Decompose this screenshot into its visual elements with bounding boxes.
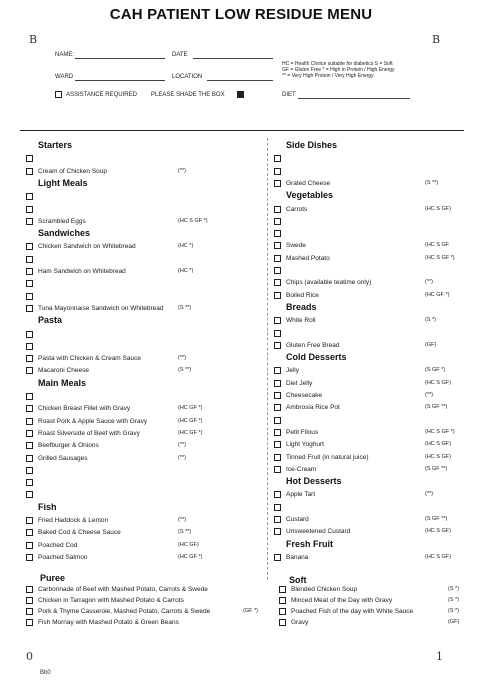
menu-item-label: Boiled Rice	[286, 291, 319, 299]
menu-checkbox[interactable]	[274, 230, 281, 237]
menu-item-swede	[274, 241, 450, 250]
menu-checkbox[interactable]	[26, 491, 33, 498]
shaded-box-example	[237, 91, 244, 98]
ward-label: WARD	[55, 74, 74, 80]
blank-option-row	[274, 329, 286, 338]
puree-item-carbonnade-of-beef-with-mashed-potato-carrots-swede	[26, 585, 208, 594]
name-field[interactable]	[75, 58, 165, 59]
section-heading-starters: Starters	[38, 140, 73, 150]
menu-checkbox[interactable]	[26, 331, 33, 338]
menu-checkbox[interactable]	[274, 206, 281, 213]
menu-checkbox[interactable]	[274, 417, 281, 424]
menu-item-custard	[274, 515, 448, 524]
menu-item-label: Cream of Chicken Soup	[38, 167, 108, 175]
menu-item-poached-cod	[26, 541, 199, 550]
page-number-right: 1	[436, 650, 443, 663]
menu-checkbox[interactable]	[26, 597, 33, 604]
menu-item-label: Unsweetened Custard	[286, 528, 351, 536]
menu-item-diet-jelly	[274, 379, 451, 388]
menu-item-light-yoghurt	[274, 440, 451, 449]
menu-item-label: Tuna Mayonnaise Sandwich on Whitebread	[38, 304, 164, 312]
menu-checkbox[interactable]	[274, 554, 281, 561]
menu-checkbox[interactable]	[274, 466, 281, 473]
dietary-code: (HC *)	[178, 268, 194, 274]
menu-item-label: Light Yoghurt	[286, 441, 324, 449]
menu-checkbox[interactable]	[26, 193, 33, 200]
assistance-checkbox[interactable]	[55, 91, 62, 98]
menu-checkbox[interactable]	[26, 168, 33, 175]
assistance-label: ASSISTANCE REQUIRED	[66, 92, 137, 98]
menu-checkbox[interactable]	[274, 279, 281, 286]
menu-checkbox[interactable]	[279, 608, 286, 615]
menu-item-label: Baked Cod & Cheese Sauce	[38, 529, 121, 537]
blank-option-row	[26, 255, 38, 264]
menu-item-chicken-breast-fillet-with-gravy	[26, 404, 203, 413]
dietary-code: (HC GF *)	[178, 417, 203, 424]
section-heading-hot-desserts: Hot Desserts	[286, 476, 342, 487]
menu-checkbox[interactable]	[274, 255, 281, 262]
menu-item-ice-cream	[274, 465, 448, 474]
menu-item-label: Mashed Potato	[286, 254, 330, 262]
menu-item-label: Banana	[286, 553, 309, 561]
menu-item-roast-silverside-of-beef-with-gravy	[26, 429, 203, 438]
menu-checkbox[interactable]	[274, 454, 281, 461]
puree-heading: Puree	[40, 573, 66, 583]
menu-title: CAH PATIENT LOW RESIDUE MENU	[109, 6, 373, 23]
name-label: NAME:	[55, 52, 75, 58]
menu-item-label: Grilled Sausages	[38, 454, 88, 462]
dietary-code: (HC GF *)	[178, 405, 203, 412]
menu-checkbox[interactable]	[274, 528, 281, 535]
soft-item-poached-fish-of-the-day-with-white-sauce	[279, 607, 459, 616]
menu-item-label: Carbonnade of Beef with Mashed Potato, Carrots & Swede	[38, 586, 208, 593]
menu-checkbox[interactable]	[26, 467, 33, 474]
menu-item-chicken-sandwich-on-whitebread	[26, 242, 194, 251]
menu-item-gluten-free-bread	[274, 341, 437, 350]
menu-item-banana	[274, 553, 451, 562]
blank-option-row	[274, 154, 286, 163]
section-heading-fresh-fruit: Fresh Fruit	[286, 538, 334, 549]
blank-option-row	[274, 503, 286, 512]
menu-item-label: Grated Cheese	[286, 179, 331, 187]
dietary-code: (HC S GF)	[425, 553, 451, 560]
menu-item-pasta-with-chicken-cream-sauce	[26, 354, 186, 363]
menu-item-cream-of-chicken-soup	[26, 167, 186, 176]
diet-label: DIET	[282, 92, 296, 98]
dietary-code: (**)	[425, 279, 433, 286]
dietary-code: (**)	[178, 355, 186, 362]
menu-item-scrambled-eggs	[26, 217, 208, 226]
menu-checkbox[interactable]	[274, 491, 281, 498]
menu-item-label: Apple Tart	[286, 491, 316, 499]
menu-item-label: Carrots	[286, 205, 308, 213]
menu-checkbox[interactable]	[26, 542, 33, 549]
menu-item-beefburger-onions	[26, 441, 186, 450]
menu-item-cheesecake	[274, 391, 433, 400]
menu-checkbox[interactable]	[26, 517, 33, 524]
dietary-code: (HC S GF)	[425, 528, 451, 535]
menu-checkbox[interactable]	[26, 455, 33, 462]
menu-checkbox[interactable]	[26, 554, 33, 561]
menu-checkbox[interactable]	[26, 343, 33, 350]
page-number-left: 0	[26, 650, 33, 663]
menu-checkbox[interactable]	[26, 430, 33, 437]
menu-checkbox[interactable]	[26, 393, 33, 400]
legend	[282, 61, 395, 79]
menu-checkbox[interactable]	[279, 619, 286, 626]
menu-checkbox[interactable]	[26, 442, 33, 449]
menu-item-label: Fish Mornay with Mashed Potato & Green Beans	[38, 619, 179, 626]
menu-item-label: Roast Silverside of Beef with Gravy	[38, 429, 140, 437]
section-heading-main-meals: Main Meals	[38, 377, 87, 388]
menu-item-label: Blended Chicken Soup	[291, 586, 358, 593]
menu-checkbox[interactable]	[26, 268, 33, 275]
menu-item-petit-filous	[274, 428, 455, 437]
blank-option-row	[26, 205, 38, 214]
menu-item-label: Diet Jelly	[286, 379, 313, 387]
soft-item-blended-chicken-soup	[279, 585, 459, 594]
menu-item-label: Ham Sandwich on Whitebread	[38, 268, 126, 275]
menu-item-mashed-potato	[274, 254, 455, 263]
menu-item-label: Ambrosia Rice Pot	[286, 404, 340, 412]
menu-checkbox[interactable]	[274, 392, 281, 399]
menu-item-label: White Roll	[286, 317, 316, 325]
dietary-code: (GF)	[425, 341, 437, 348]
menu-item-macaroni-cheese	[26, 366, 192, 375]
blank-option-row	[274, 229, 286, 238]
menu-checkbox[interactable]	[279, 597, 286, 604]
menu-checkbox[interactable]	[26, 305, 33, 312]
menu-checkbox[interactable]	[26, 280, 33, 287]
section-heading-vegetables: Vegetables	[286, 190, 334, 201]
menu-item-label: Poached Fish of the day with White Sauce	[291, 608, 414, 615]
menu-item-label: Poached Cod	[38, 541, 78, 549]
legend-line: GF = Gluten Free * = High in Protein / High Energy	[282, 67, 395, 73]
menu-item-ham-sandwich-on-whitebread	[26, 267, 194, 276]
soft-heading: Soft	[289, 575, 307, 585]
dietary-code: (HC S GF *)	[425, 428, 455, 435]
menu-checkbox[interactable]	[274, 168, 281, 175]
blank-option-row	[26, 342, 38, 351]
menu-item-poached-salmon	[26, 553, 203, 562]
form-reference: Bb0	[40, 670, 51, 676]
menu-checkbox[interactable]	[26, 479, 33, 486]
section-heading-sandwiches: Sandwiches	[38, 228, 91, 239]
menu-checkbox[interactable]	[274, 516, 281, 523]
menu-item-label: Pork & Thyme Casserole, Mashed Potato, Carrots & Swede	[38, 608, 211, 615]
dietary-code: (S GF **)	[425, 516, 448, 522]
shade-instruction: PLEASE SHADE THE BOX	[151, 92, 225, 98]
menu-checkbox[interactable]	[26, 355, 33, 362]
dietary-code: (S *)	[425, 317, 436, 324]
menu-checkbox[interactable]	[26, 218, 33, 225]
dietary-code: (HC GF *)	[178, 553, 203, 560]
dietary-code: (S GF **)	[425, 465, 448, 472]
dietary-code: (S **)	[178, 304, 192, 311]
menu-item-label: Tinned Fruit (in natural juice)	[286, 453, 369, 461]
blank-option-row	[274, 266, 286, 275]
menu-item-label: Macaroni Cheese	[38, 367, 89, 375]
menu-item-label: Custard	[286, 516, 309, 523]
soft-item-minced-meat-of-the-day-with-gravy	[279, 596, 459, 605]
menu-item-grated-cheese	[274, 179, 439, 188]
dietary-code: (HC S GF *)	[178, 217, 208, 224]
location-label: LOCATION	[172, 74, 203, 80]
legend-line: ** = Very High Protein / Very High Energy	[282, 73, 374, 79]
blank-option-row	[26, 279, 38, 288]
menu-checkbox[interactable]	[274, 242, 281, 249]
dietary-code: (S **)	[178, 529, 192, 536]
menu-item-white-roll	[274, 316, 436, 325]
blank-option-row	[26, 466, 38, 475]
corner-marker-left: B	[29, 33, 38, 46]
puree-item-fish-mornay-with-mashed-potato-green-beans	[26, 618, 179, 627]
blank-option-row	[274, 167, 286, 176]
menu-checkbox[interactable]	[274, 429, 281, 436]
dietary-code: (HC GF)	[178, 541, 199, 548]
blank-option-row	[26, 478, 38, 487]
dietary-code: (S GF **)	[425, 404, 448, 411]
menu-checkbox[interactable]	[274, 380, 281, 387]
date-field[interactable]	[193, 58, 273, 59]
dietary-code: (HC GF *)	[425, 291, 450, 298]
menu-item-label: Petit Filous	[286, 428, 319, 436]
dietary-code: (HC S GF)	[425, 379, 451, 386]
menu-item-label: Swede	[286, 242, 306, 250]
dietary-code: (**)	[178, 517, 186, 523]
ward-field[interactable]	[75, 80, 165, 81]
dietary-code: (HC S GF)	[425, 441, 451, 448]
dietary-code: (**)	[178, 454, 186, 461]
section-heading-fish: Fish	[38, 501, 57, 512]
menu-checkbox[interactable]	[279, 586, 286, 593]
section-heading-side-dishes: Side Dishes	[286, 140, 338, 150]
menu-item-label: Pasta with Chicken & Cream Sauce	[38, 355, 141, 363]
legend-line: HC = Health Choice suitable for diabetics S = Soft	[282, 61, 393, 67]
dietary-code: (HC GF *)	[178, 429, 203, 436]
menu-item-boiled-rice	[274, 291, 450, 300]
menu-checkbox[interactable]	[26, 619, 33, 626]
menu-checkbox[interactable]	[274, 441, 281, 448]
menu-item-label: Poached Salmon	[38, 553, 88, 561]
menu-checkbox[interactable]	[26, 155, 33, 162]
blank-option-row	[26, 154, 38, 163]
section-heading-light-meals: Light Meals	[38, 177, 88, 188]
diet-field[interactable]	[298, 98, 410, 99]
header-divider	[20, 130, 464, 131]
dietary-code: (HC S GF *)	[425, 254, 455, 261]
menu-item-label: Jelly	[286, 367, 300, 375]
menu-item-label: Scrambled Eggs	[38, 217, 86, 225]
puree-item-pork-thyme-casserole-mashed-potato-carrots-swede	[26, 607, 258, 616]
menu-item-ambrosia-rice-pot	[274, 403, 448, 412]
menu-checkbox[interactable]	[274, 367, 281, 374]
menu-checkbox[interactable]	[274, 330, 281, 337]
date-label: DATE	[172, 52, 188, 58]
dietary-code: (S **)	[425, 179, 439, 186]
menu-checkbox[interactable]	[26, 243, 33, 250]
dietary-code: (**)	[178, 442, 186, 449]
section-heading-pasta: Pasta	[38, 315, 63, 326]
menu-item-label: Chicken in Tarragon with Mashed Potato & Carrots	[38, 597, 184, 604]
dietary-code: (GF)	[448, 619, 460, 625]
menu-checkbox[interactable]	[26, 405, 33, 412]
menu-item-baked-cod-cheese-sauce	[26, 528, 192, 537]
menu-item-fried-haddock-lemon	[26, 516, 186, 525]
dietary-code: (**)	[178, 167, 186, 174]
blank-option-row	[26, 192, 38, 201]
menu-checkbox[interactable]	[274, 317, 281, 324]
menu-item-grilled-sausages	[26, 454, 186, 463]
menu-checkbox[interactable]	[26, 608, 33, 615]
menu-checkbox[interactable]	[274, 155, 281, 162]
menu-item-label: Fried Haddock & Lemon	[38, 517, 109, 524]
menu-item-label: Gluten Free Bread	[286, 341, 340, 349]
section-heading-breads: Breads	[286, 301, 317, 312]
menu-checkbox[interactable]	[274, 404, 281, 411]
blank-option-row	[274, 416, 286, 425]
menu-item-label: Gravy	[291, 619, 309, 626]
menu-checkbox[interactable]	[26, 529, 33, 536]
dietary-code: (**)	[425, 491, 433, 498]
menu-checkbox[interactable]	[26, 256, 33, 263]
dietary-code: (S *)	[448, 608, 459, 614]
blank-option-row	[26, 392, 38, 401]
puree-item-chicken-in-tarragon-with-mashed-potato-carrots	[26, 596, 184, 605]
dietary-code: (**)	[425, 392, 433, 398]
blank-option-row	[274, 217, 286, 226]
dietary-code: (S *)	[448, 586, 459, 592]
menu-item-label: Cheesecake	[286, 392, 323, 399]
menu-item-label: Beefburger & Onions	[38, 442, 99, 450]
soft-item-gravy	[279, 618, 460, 627]
menu-checkbox[interactable]	[26, 418, 33, 425]
menu-item-apple-tart	[274, 490, 433, 499]
menu-checkbox[interactable]	[26, 586, 33, 593]
column-divider	[267, 138, 268, 580]
menu-item-label: Ice-Cream	[286, 465, 317, 473]
menu-checkbox[interactable]	[274, 292, 281, 299]
menu-item-label: Chicken Sandwich on Whitebread	[38, 243, 136, 251]
menu-item-label: Minced Meat of the Day with Gravy	[291, 597, 393, 604]
dietary-code: (HC *)	[178, 243, 194, 250]
menu-checkbox[interactable]	[26, 367, 33, 374]
dietary-code: (S *)	[448, 597, 459, 603]
menu-item-chips-available-teatime-only	[274, 278, 433, 287]
dietary-code: (HC S GF)	[425, 453, 451, 460]
dietary-code: (S GF *)	[425, 367, 446, 374]
corner-marker-right: B	[432, 33, 441, 46]
dietary-code: (HC S GF	[425, 242, 450, 249]
menu-checkbox[interactable]	[274, 218, 281, 225]
dietary-code: (HC S GF)	[425, 205, 451, 212]
menu-checkbox[interactable]	[274, 504, 281, 511]
menu-item-jelly	[274, 366, 446, 375]
menu-item-label: Chips (available teatime only)	[286, 279, 372, 287]
blank-option-row	[26, 490, 38, 499]
menu-checkbox[interactable]	[26, 293, 33, 300]
menu-checkbox[interactable]	[274, 267, 281, 274]
section-heading-cold-desserts: Cold Desserts	[286, 352, 347, 363]
menu-item-unsweetened-custard	[274, 527, 451, 536]
menu-item-carrots	[274, 205, 451, 214]
menu-checkbox[interactable]	[274, 342, 281, 349]
menu-checkbox[interactable]	[26, 206, 33, 213]
dietary-code: (GF *)	[243, 608, 258, 614]
menu-item-tinned-fruit-in-natural-juice	[274, 453, 451, 462]
location-field[interactable]	[207, 80, 273, 81]
menu-item-label: Chicken Breast Fillet with Gravy	[38, 405, 131, 413]
blank-option-row	[26, 292, 38, 301]
menu-item-roast-pork-apple-sauce-with-gravy	[26, 417, 203, 426]
menu-item-tuna-mayonnaise-sandwich-on-whitebread	[26, 304, 192, 313]
blank-option-row	[26, 330, 38, 339]
menu-checkbox[interactable]	[274, 180, 281, 187]
menu-item-label: Roast Pork & Apple Sauce with Gravy	[38, 417, 148, 425]
dietary-code: (S **)	[178, 367, 192, 374]
